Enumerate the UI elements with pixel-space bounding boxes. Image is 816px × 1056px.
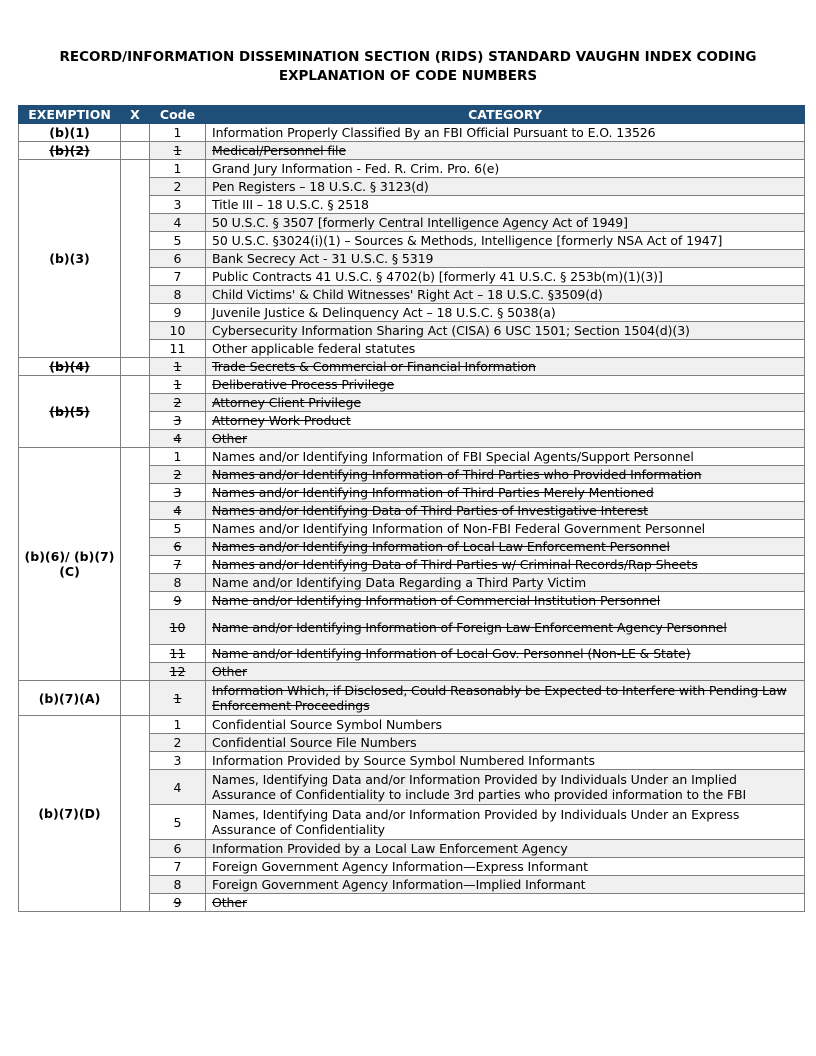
col-header-category: CATEGORY bbox=[206, 106, 805, 124]
category-cell: Other bbox=[206, 430, 805, 448]
code-cell: 6 bbox=[150, 840, 206, 858]
code-cell: 1 bbox=[150, 376, 206, 394]
exemption-cell bbox=[19, 716, 121, 912]
x-mark-cell bbox=[121, 681, 150, 716]
exemption-label: (b)(1) bbox=[49, 125, 90, 140]
x-mark-cell bbox=[121, 716, 150, 912]
category-cell: Name and/or Identifying Data Regarding a Third Party Victim bbox=[206, 574, 805, 592]
category-cell: Public Contracts 41 U.S.C. § 4702(b) [formerly 41 U.S.C. § 253b(m)(1)(3)] bbox=[206, 268, 805, 286]
code-cell: 4 bbox=[150, 770, 206, 805]
category-cell: Name and/or Identifying Information of Commercial Institution Personnel bbox=[206, 592, 805, 610]
code-cell: 8 bbox=[150, 876, 206, 894]
col-header-exemption: EXEMPTION bbox=[19, 106, 121, 124]
category-cell: Foreign Government Agency Information—Express Informant bbox=[206, 858, 805, 876]
category-cell: Grand Jury Information - Fed. R. Crim. Pro. 6(e) bbox=[206, 160, 805, 178]
category-cell: Information Which, if Disclosed, Could Reasonably be Expected to Interfere with Pending Law Enforcement Proceedings bbox=[206, 681, 805, 716]
category-cell: Trade Secrets & Commercial or Financial Information bbox=[206, 358, 805, 376]
code-cell: 1 bbox=[150, 160, 206, 178]
exemption-label: (b)(2) bbox=[49, 143, 90, 158]
code-cell: 9 bbox=[150, 304, 206, 322]
code-cell: 1 bbox=[150, 681, 206, 716]
category-cell: Cybersecurity Information Sharing Act (CISA) 6 USC 1501; Section 1504(d)(3) bbox=[206, 322, 805, 340]
exemption-cell bbox=[19, 124, 121, 142]
category-cell: Names and/or Identifying Information of FBI Special Agents/Support Personnel bbox=[206, 448, 805, 466]
exemption-cell bbox=[19, 681, 121, 716]
code-cell: 12 bbox=[150, 663, 206, 681]
x-mark-cell bbox=[121, 124, 150, 142]
code-cell: 7 bbox=[150, 268, 206, 286]
category-cell: Juvenile Justice & Delinquency Act – 18 U.S.C. § 5038(a) bbox=[206, 304, 805, 322]
category-cell: Other bbox=[206, 894, 805, 912]
code-cell: 8 bbox=[150, 286, 206, 304]
code-cell: 11 bbox=[150, 645, 206, 663]
code-cell: 1 bbox=[150, 358, 206, 376]
category-cell: Medical/Personnel file bbox=[206, 142, 805, 160]
table-row bbox=[19, 716, 805, 734]
category-cell: 50 U.S.C. § 3507 [formerly Central Intelligence Agency Act of 1949] bbox=[206, 214, 805, 232]
category-cell: Pen Registers – 18 U.S.C. § 3123(d) bbox=[206, 178, 805, 196]
vaughn-index-table bbox=[18, 105, 805, 912]
code-cell: 1 bbox=[150, 448, 206, 466]
code-cell: 5 bbox=[150, 520, 206, 538]
table-row bbox=[19, 448, 805, 466]
code-cell: 1 bbox=[150, 142, 206, 160]
category-cell: 50 U.S.C. §3024(i)(1) – Sources & Methods, Intelligence [formerly NSA Act of 1947] bbox=[206, 232, 805, 250]
code-cell: 10 bbox=[150, 610, 206, 645]
code-cell: 5 bbox=[150, 805, 206, 840]
category-cell: Names and/or Identifying Data of Third Parties of Investigative Interest bbox=[206, 502, 805, 520]
exemption-cell bbox=[19, 160, 121, 358]
category-cell: Names, Identifying Data and/or Information Provided by Individuals Under an Implied Assurance of Confidentiality to include 3rd parties who provided information to the FBI bbox=[206, 770, 805, 805]
code-cell: 2 bbox=[150, 394, 206, 412]
table-row bbox=[19, 376, 805, 394]
code-cell: 7 bbox=[150, 556, 206, 574]
category-cell: Bank Secrecy Act - 31 U.S.C. § 5319 bbox=[206, 250, 805, 268]
title-line-2: EXPLANATION OF CODE NUMBERS bbox=[278, 68, 538, 84]
code-cell: 9 bbox=[150, 592, 206, 610]
category-cell: Names, Identifying Data and/or Information Provided by Individuals Under an Express Assurance of Confidentiality bbox=[206, 805, 805, 840]
code-cell: 3 bbox=[150, 752, 206, 770]
title-line-1: RECORD/INFORMATION DISSEMINATION SECTION (RIDS) STANDARD VAUGHN INDEX CODING bbox=[59, 49, 757, 65]
col-header-code: Code bbox=[150, 106, 206, 124]
code-cell: 3 bbox=[150, 484, 206, 502]
exemption-cell bbox=[19, 142, 121, 160]
exemption-cell bbox=[19, 376, 121, 448]
category-cell: Name and/or Identifying Information of Local Gov. Personnel (Non-LE & State) bbox=[206, 645, 805, 663]
code-cell: 11 bbox=[150, 340, 206, 358]
category-cell: Names and/or Identifying Data of Third Parties w/ Criminal Records/Rap Sheets bbox=[206, 556, 805, 574]
category-cell: Names and/or Identifying Information of Local Law Enforcement Personnel bbox=[206, 538, 805, 556]
category-cell: Names and/or Identifying Information of Third Parties Merely Mentioned bbox=[206, 484, 805, 502]
x-mark-cell bbox=[121, 448, 150, 681]
category-cell: Attorney Work Product bbox=[206, 412, 805, 430]
code-cell: 7 bbox=[150, 858, 206, 876]
category-cell: Foreign Government Agency Information—Implied Informant bbox=[206, 876, 805, 894]
category-cell: Other bbox=[206, 663, 805, 681]
table-row bbox=[19, 160, 805, 178]
category-cell: Information Provided by a Local Law Enforcement Agency bbox=[206, 840, 805, 858]
table-header bbox=[19, 106, 805, 124]
category-cell: Child Victims' & Child Witnesses' Right Act – 18 U.S.C. §3509(d) bbox=[206, 286, 805, 304]
exemption-label: (b)(5) bbox=[49, 404, 90, 419]
category-cell: Confidential Source File Numbers bbox=[206, 734, 805, 752]
category-cell: Title III – 18 U.S.C. § 2518 bbox=[206, 196, 805, 214]
table-row bbox=[19, 358, 805, 376]
category-cell: Information Provided by Source Symbol Numbered Informants bbox=[206, 752, 805, 770]
table-body bbox=[19, 124, 805, 912]
code-cell: 9 bbox=[150, 894, 206, 912]
code-cell: 6 bbox=[150, 250, 206, 268]
x-mark-cell bbox=[121, 160, 150, 358]
document-title bbox=[0, 48, 816, 86]
code-cell: 4 bbox=[150, 430, 206, 448]
code-cell: 2 bbox=[150, 178, 206, 196]
code-cell: 3 bbox=[150, 412, 206, 430]
code-cell: 10 bbox=[150, 322, 206, 340]
code-cell: 1 bbox=[150, 124, 206, 142]
category-cell: Deliberative Process Privilege bbox=[206, 376, 805, 394]
exemption-label: (b)(3) bbox=[49, 251, 90, 266]
code-cell: 1 bbox=[150, 716, 206, 734]
code-cell: 8 bbox=[150, 574, 206, 592]
code-cell: 2 bbox=[150, 466, 206, 484]
code-cell: 4 bbox=[150, 214, 206, 232]
code-cell: 6 bbox=[150, 538, 206, 556]
code-cell: 5 bbox=[150, 232, 206, 250]
category-cell: Attorney Client Privilege bbox=[206, 394, 805, 412]
category-cell: Names and/or Identifying Information of Third Parties who Provided Information bbox=[206, 466, 805, 484]
table-row bbox=[19, 142, 805, 160]
exemption-label: (b)(4) bbox=[49, 359, 90, 374]
col-header-x: X bbox=[121, 106, 150, 124]
exemption-cell bbox=[19, 448, 121, 681]
exemption-label: (b)(7)(D) bbox=[38, 806, 101, 821]
category-cell: Names and/or Identifying Information of Non-FBI Federal Government Personnel bbox=[206, 520, 805, 538]
x-mark-cell bbox=[121, 358, 150, 376]
code-cell: 4 bbox=[150, 502, 206, 520]
table-row bbox=[19, 681, 805, 716]
x-mark-cell bbox=[121, 142, 150, 160]
table-row bbox=[19, 124, 805, 142]
exemption-cell bbox=[19, 358, 121, 376]
exemption-label: (b)(7)(A) bbox=[38, 690, 101, 706]
code-cell: 2 bbox=[150, 734, 206, 752]
code-cell: 3 bbox=[150, 196, 206, 214]
category-cell: Other applicable federal statutes bbox=[206, 340, 805, 358]
x-mark-cell bbox=[121, 376, 150, 448]
category-cell: Confidential Source Symbol Numbers bbox=[206, 716, 805, 734]
header-row bbox=[19, 106, 805, 124]
exemption-label: (b)(6)/ (b)(7)(C) bbox=[24, 549, 115, 579]
category-cell: Name and/or Identifying Information of Foreign Law Enforcement Agency Personnel bbox=[206, 610, 805, 645]
category-cell: Information Properly Classified By an FBI Official Pursuant to E.O. 13526 bbox=[206, 124, 805, 142]
